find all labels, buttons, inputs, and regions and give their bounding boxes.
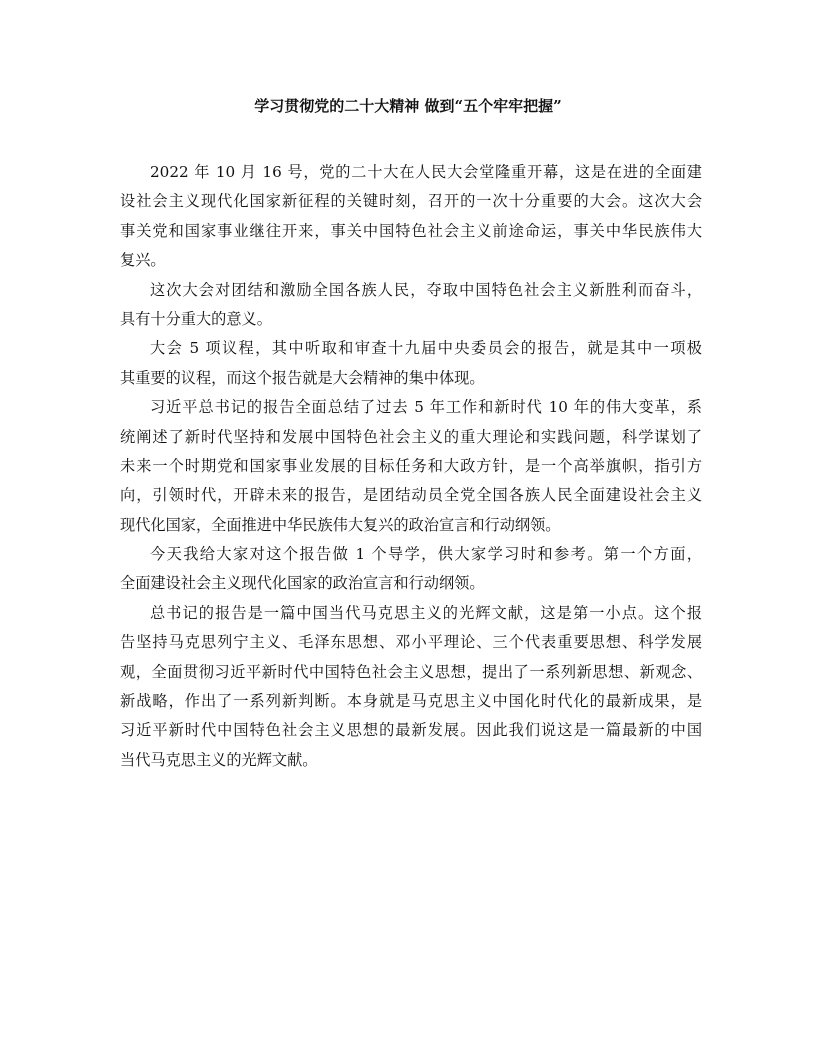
document-body (120, 158, 702, 775)
paragraph-line: 未来一个时期党和国家事业发展的目标任务和大政方针，是一个高举旗帜，指引方 (120, 456, 702, 475)
paragraph-line: 告坚持马克思列宁主义、毛泽东思想、邓小平理论、三个代表重要思想、科学发展 (120, 633, 702, 652)
paragraph-line: 今天我给大家对这个报告做 1 个导学，供大家学习时和参考。第一个方面， (150, 545, 702, 564)
paragraph-line: 事关党和国家事业继往开来，事关中国特色社会主义前途命运，事关中华民族伟大 (120, 221, 702, 240)
paragraph-line: 习近平新时代中国特色社会主义思想的最新发展。因此我们说这是一篇最新的中国 (120, 721, 702, 740)
paragraph-line: 2022 年 10 月 16 号，党的二十大在人民大会堂隆重开幕，这是在进的全面建 (150, 163, 702, 181)
paragraph-line: 总书记的报告是一篇中国当代马克思主义的光辉文献，这是第一小点。这个报 (150, 603, 702, 622)
paragraph-line: 设社会主义现代化国家新征程的关键时刻，召开的一次十分重要的大会。这次大会 (120, 192, 702, 211)
paragraph-line: 具有十分重大的意义。 (120, 309, 272, 328)
paragraph-line: 这次大会对团结和激励全国各族人民，夺取中国特色社会主义新胜利而奋斗， (150, 280, 702, 299)
paragraph-line: 其重要的议程，而这个报告就是大会精神的集中体现。 (120, 368, 485, 387)
paragraph-line: 向，引领时代，开辟未来的报告，是团结动员全党全国各族人民全面建设社会主义 (120, 486, 702, 505)
paragraph-line: 当代马克思主义的光辉文献。 (120, 750, 318, 769)
paragraph-line: 大会 5 项议程，其中听取和审查十九届中央委员会的报告，就是其中一项极 (150, 339, 702, 358)
document-title: 学习贯彻党的二十大精神 做到“五个牢牢把握” (254, 97, 562, 115)
paragraph-line: 复兴。 (120, 251, 166, 270)
paragraph-line: 观，全面贯彻习近平新时代中国特色社会主义思想，提出了一系列新思想、新观念、 (120, 662, 702, 681)
paragraph-line: 新战略，作出了一系列新判断。本身就是马克思主义中国化时代化的最新成果，是 (120, 692, 702, 711)
paragraph-line: 现代化国家，全面推进中华民族伟大复兴的政治宣言和行动纲领。 (120, 515, 561, 534)
paragraph-line: 统阐述了新时代坚持和发展中国特色社会主义的重大理论和实践问题，科学谋划了 (120, 427, 702, 446)
paragraph-line: 全面建设社会主义现代化国家的政治宣言和行动纲领。 (120, 574, 485, 593)
paragraph-line: 习近平总书记的报告全面总结了过去 5 年工作和新时代 10 年的伟大变革，系 (150, 398, 702, 417)
